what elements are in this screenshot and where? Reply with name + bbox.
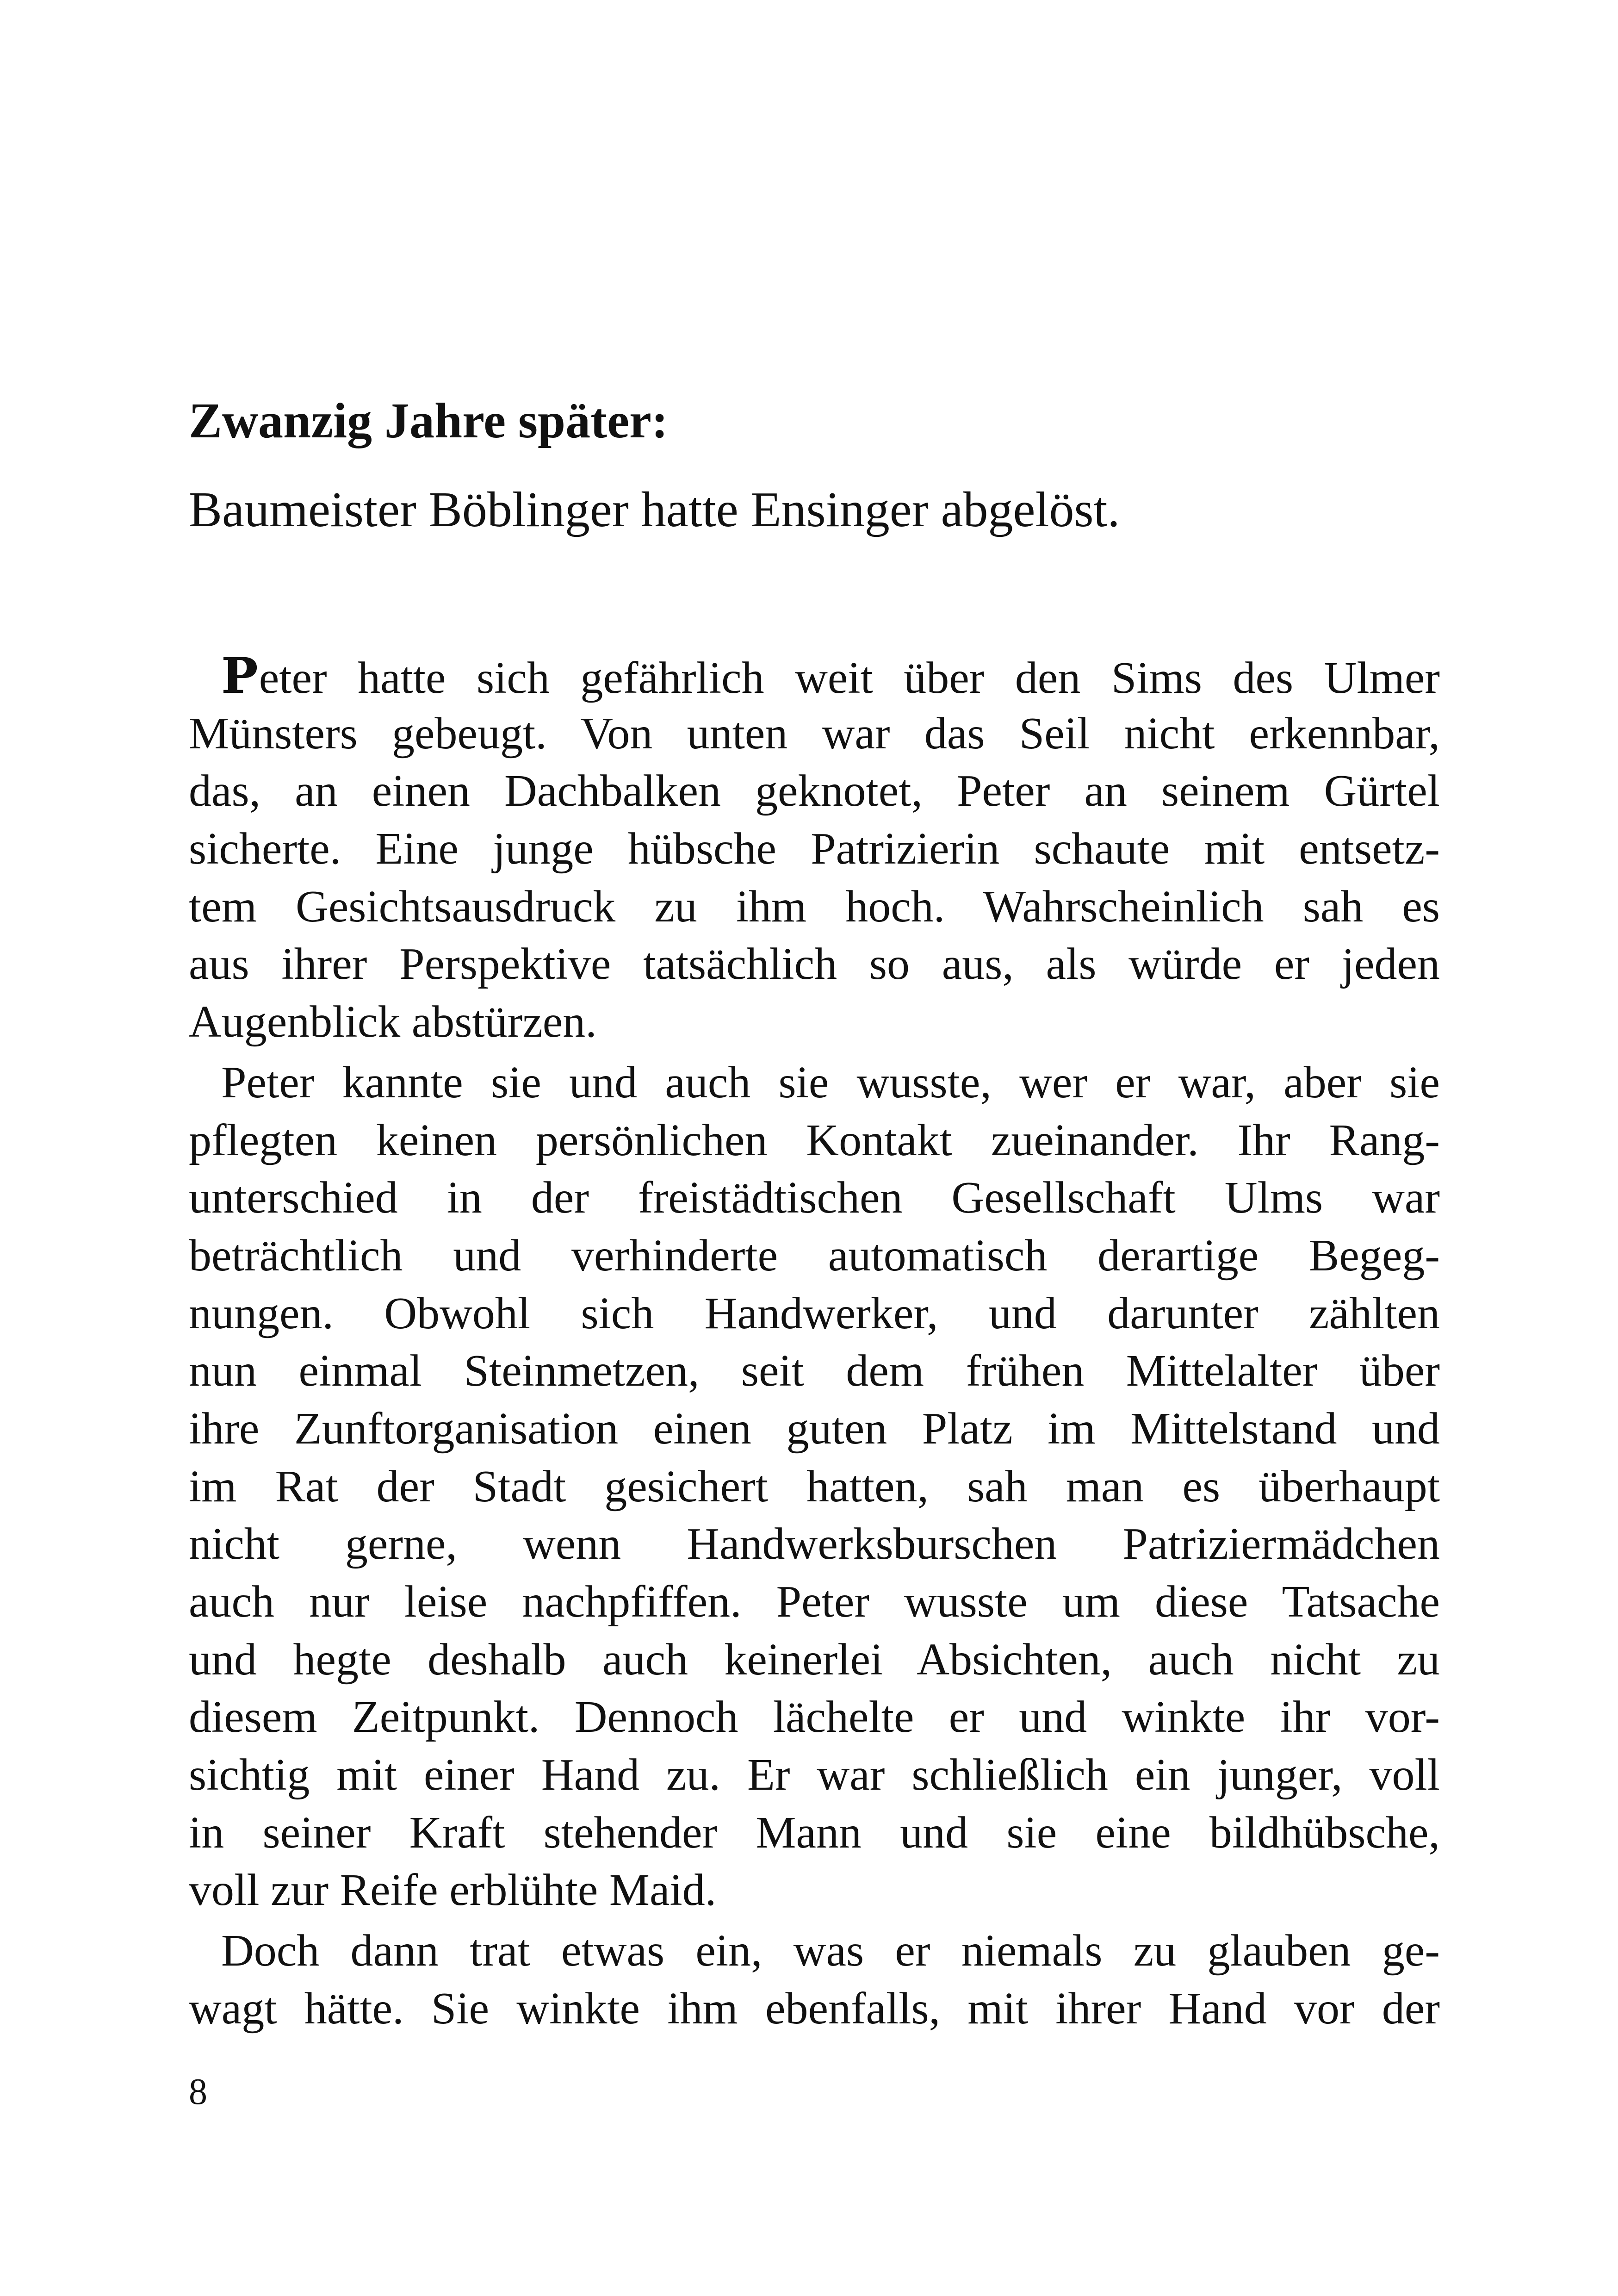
text-line: Peter kannte sie und auch sie wusste, wer er war, aber sie	[221, 1057, 1440, 1108]
text-line-content: eter hatte sich gefährlich weit über den Sims des Ulmer	[259, 653, 1440, 703]
text-line: nun einmal Steinmetzen, seit dem frühen Mittelalter über	[189, 1346, 1440, 1396]
chapter-subtitle: Baumeister Böblinger hatte Ensinger abgelöst.	[189, 482, 1120, 537]
body-text	[189, 647, 1440, 2038]
page-number: 8	[189, 2072, 207, 2112]
text-line: diesem Zeitpunkt. Dennoch lächelte er und winkte ihr vor-	[189, 1692, 1440, 1742]
text-line: sichtig mit einer Hand zu. Er war schließlich ein junger, voll	[189, 1750, 1440, 1800]
chapter-heading-block	[189, 389, 1438, 542]
text-line	[189, 647, 1440, 705]
text-line: voll zur Reife erblühte Maid.	[189, 1865, 717, 1916]
text-line: nicht gerne, wenn Handwerksburschen Patriziermädchen	[189, 1519, 1440, 1569]
text-line: tem Gesichtsausdruck zu ihm hoch. Wahrscheinlich sah es	[189, 881, 1440, 932]
chapter-title-colon: :	[651, 393, 668, 448]
text-line: Münsters gebeugt. Von unten war das Seil nicht erkennbar,	[189, 708, 1440, 759]
text-line: ihre Zunftorganisation einen guten Platz im Mittelstand und	[189, 1403, 1440, 1454]
text-line: auch nur leise nachpfiffen. Peter wusste um diese Tatsache	[189, 1577, 1440, 1627]
text-line: wagt hätte. Sie winkte ihm ebenfalls, mit ihrer Hand vor der	[189, 1983, 1440, 2034]
text-line: pflegten keinen persönlichen Kontakt zueinander. Ihr Rang-	[189, 1115, 1440, 1165]
drop-initial: P	[221, 647, 258, 704]
paragraph	[189, 1922, 1440, 2037]
text-line: unterschied in der freistädtischen Gesellschaft Ulms war	[189, 1173, 1440, 1223]
text-line: aus ihrer Perspektive tatsächlich so aus, als würde er jeden	[189, 939, 1440, 989]
text-line: das, an einen Dachbalken geknotet, Peter an seinem Gürtel	[189, 766, 1440, 816]
text-line: und hegte deshalb auch keinerlei Absichten, auch nicht zu	[189, 1634, 1440, 1685]
chapter-title-bold: Zwanzig Jahre später	[189, 393, 651, 448]
text-line: nungen. Obwohl sich Handwerker, und darunter zählten	[189, 1288, 1440, 1338]
text-line: Augenblick abstürzen.	[189, 997, 597, 1047]
paragraph	[189, 647, 1440, 1051]
text-line: in seiner Kraft stehender Mann und sie eine bildhübsche,	[189, 1807, 1440, 1858]
chapter-title	[189, 389, 1438, 454]
text-line: beträchtlich und verhinderte automatisch derartige Begeg-	[189, 1230, 1440, 1281]
text-line: sicherte. Eine junge hübsche Patrizierin schaute mit entsetz-	[189, 824, 1440, 874]
text-line: im Rat der Stadt gesichert hatten, sah man es überhaupt	[189, 1461, 1440, 1512]
text-line: Doch dann trat etwas ein, was er niemals zu glauben ge-	[221, 1926, 1440, 1976]
paragraph	[189, 1054, 1440, 1919]
